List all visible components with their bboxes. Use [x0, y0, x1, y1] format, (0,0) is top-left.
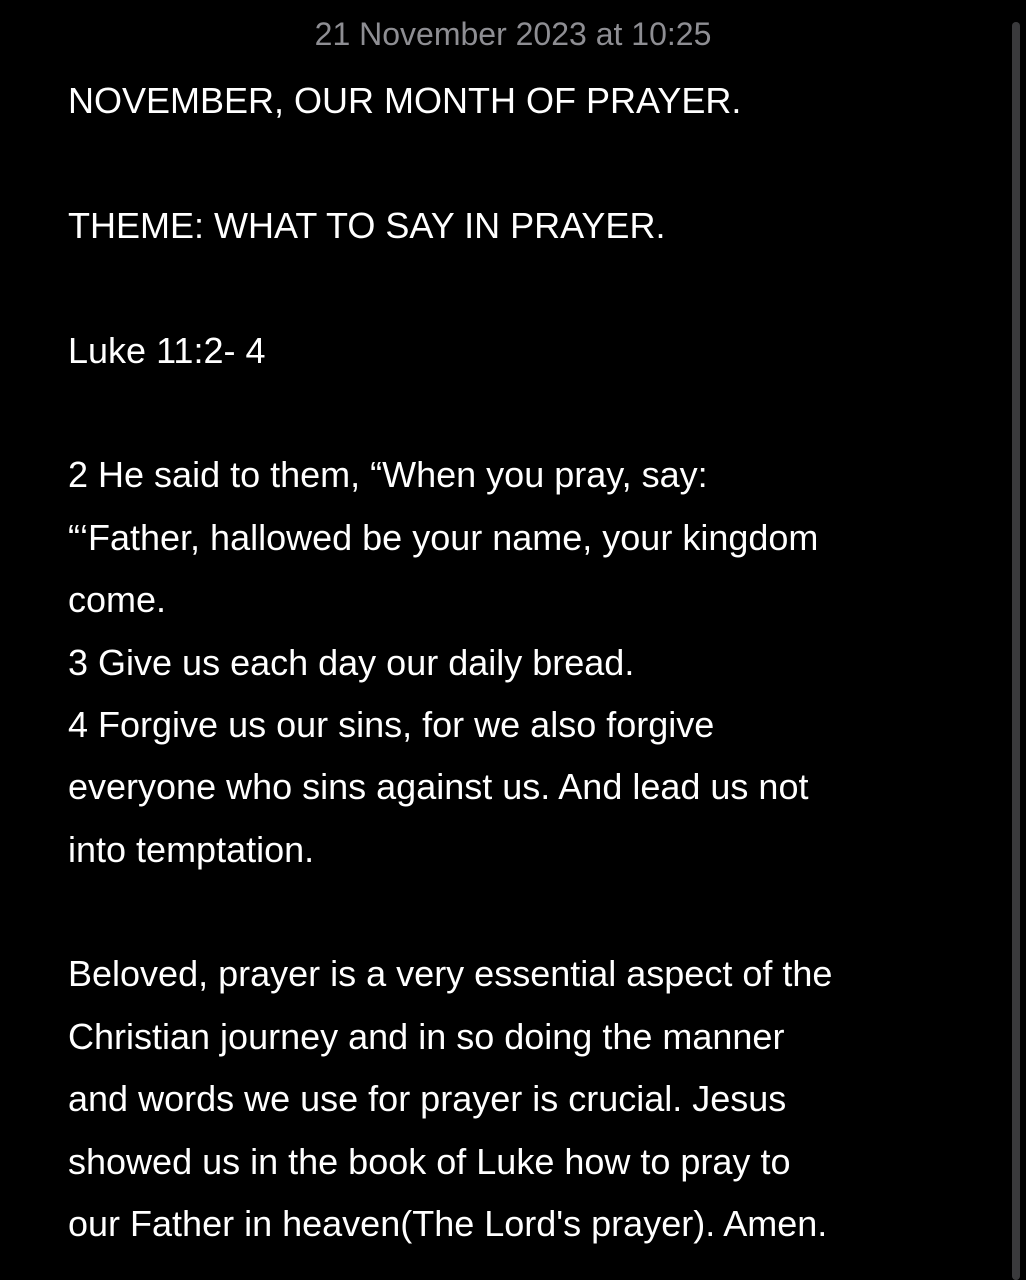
- verse-line: “‘Father, hallowed be your name, your kingdom: [68, 516, 819, 558]
- verse-line: 3 Give us each day our daily bread.: [68, 641, 635, 683]
- scrollbar-thumb[interactable]: [1012, 22, 1020, 1280]
- note-theme: THEME: WHAT TO SAY IN PRAYER.: [68, 204, 666, 246]
- verse-line: 2 He said to them, “When you pray, say:: [68, 454, 708, 496]
- body-line: showed us in the book of Luke how to pray to: [68, 1140, 791, 1182]
- verse-line: everyone who sins against us. And lead us not: [68, 766, 809, 808]
- verse-line: into temptation.: [68, 828, 315, 870]
- note-timestamp: 21 November 2023 at 10:25: [314, 16, 712, 52]
- body-line: and words we use for prayer is crucial. Jesus: [68, 1078, 787, 1120]
- blank-line: [68, 257, 958, 319]
- body-line: our Father in heaven(The Lord's prayer). Amen.: [68, 1203, 828, 1245]
- body-line: Christian journey and in so doing the manner: [68, 1015, 785, 1057]
- scripture-reference: Luke 11:2- 4: [68, 329, 266, 371]
- blank-line: [68, 881, 958, 943]
- note-body[interactable]: [68, 70, 958, 1255]
- verse-line: come.: [68, 579, 167, 621]
- blank-line: [68, 382, 958, 444]
- verse-line: 4 Forgive us our sins, for we also forgive: [68, 703, 715, 745]
- blank-line: [68, 132, 958, 194]
- body-line: Beloved, prayer is a very essential aspect of the: [68, 953, 833, 995]
- note-title: NOVEMBER, OUR MONTH OF PRAYER.: [68, 80, 742, 121]
- scrollbar-track[interactable]: [1012, 22, 1020, 1280]
